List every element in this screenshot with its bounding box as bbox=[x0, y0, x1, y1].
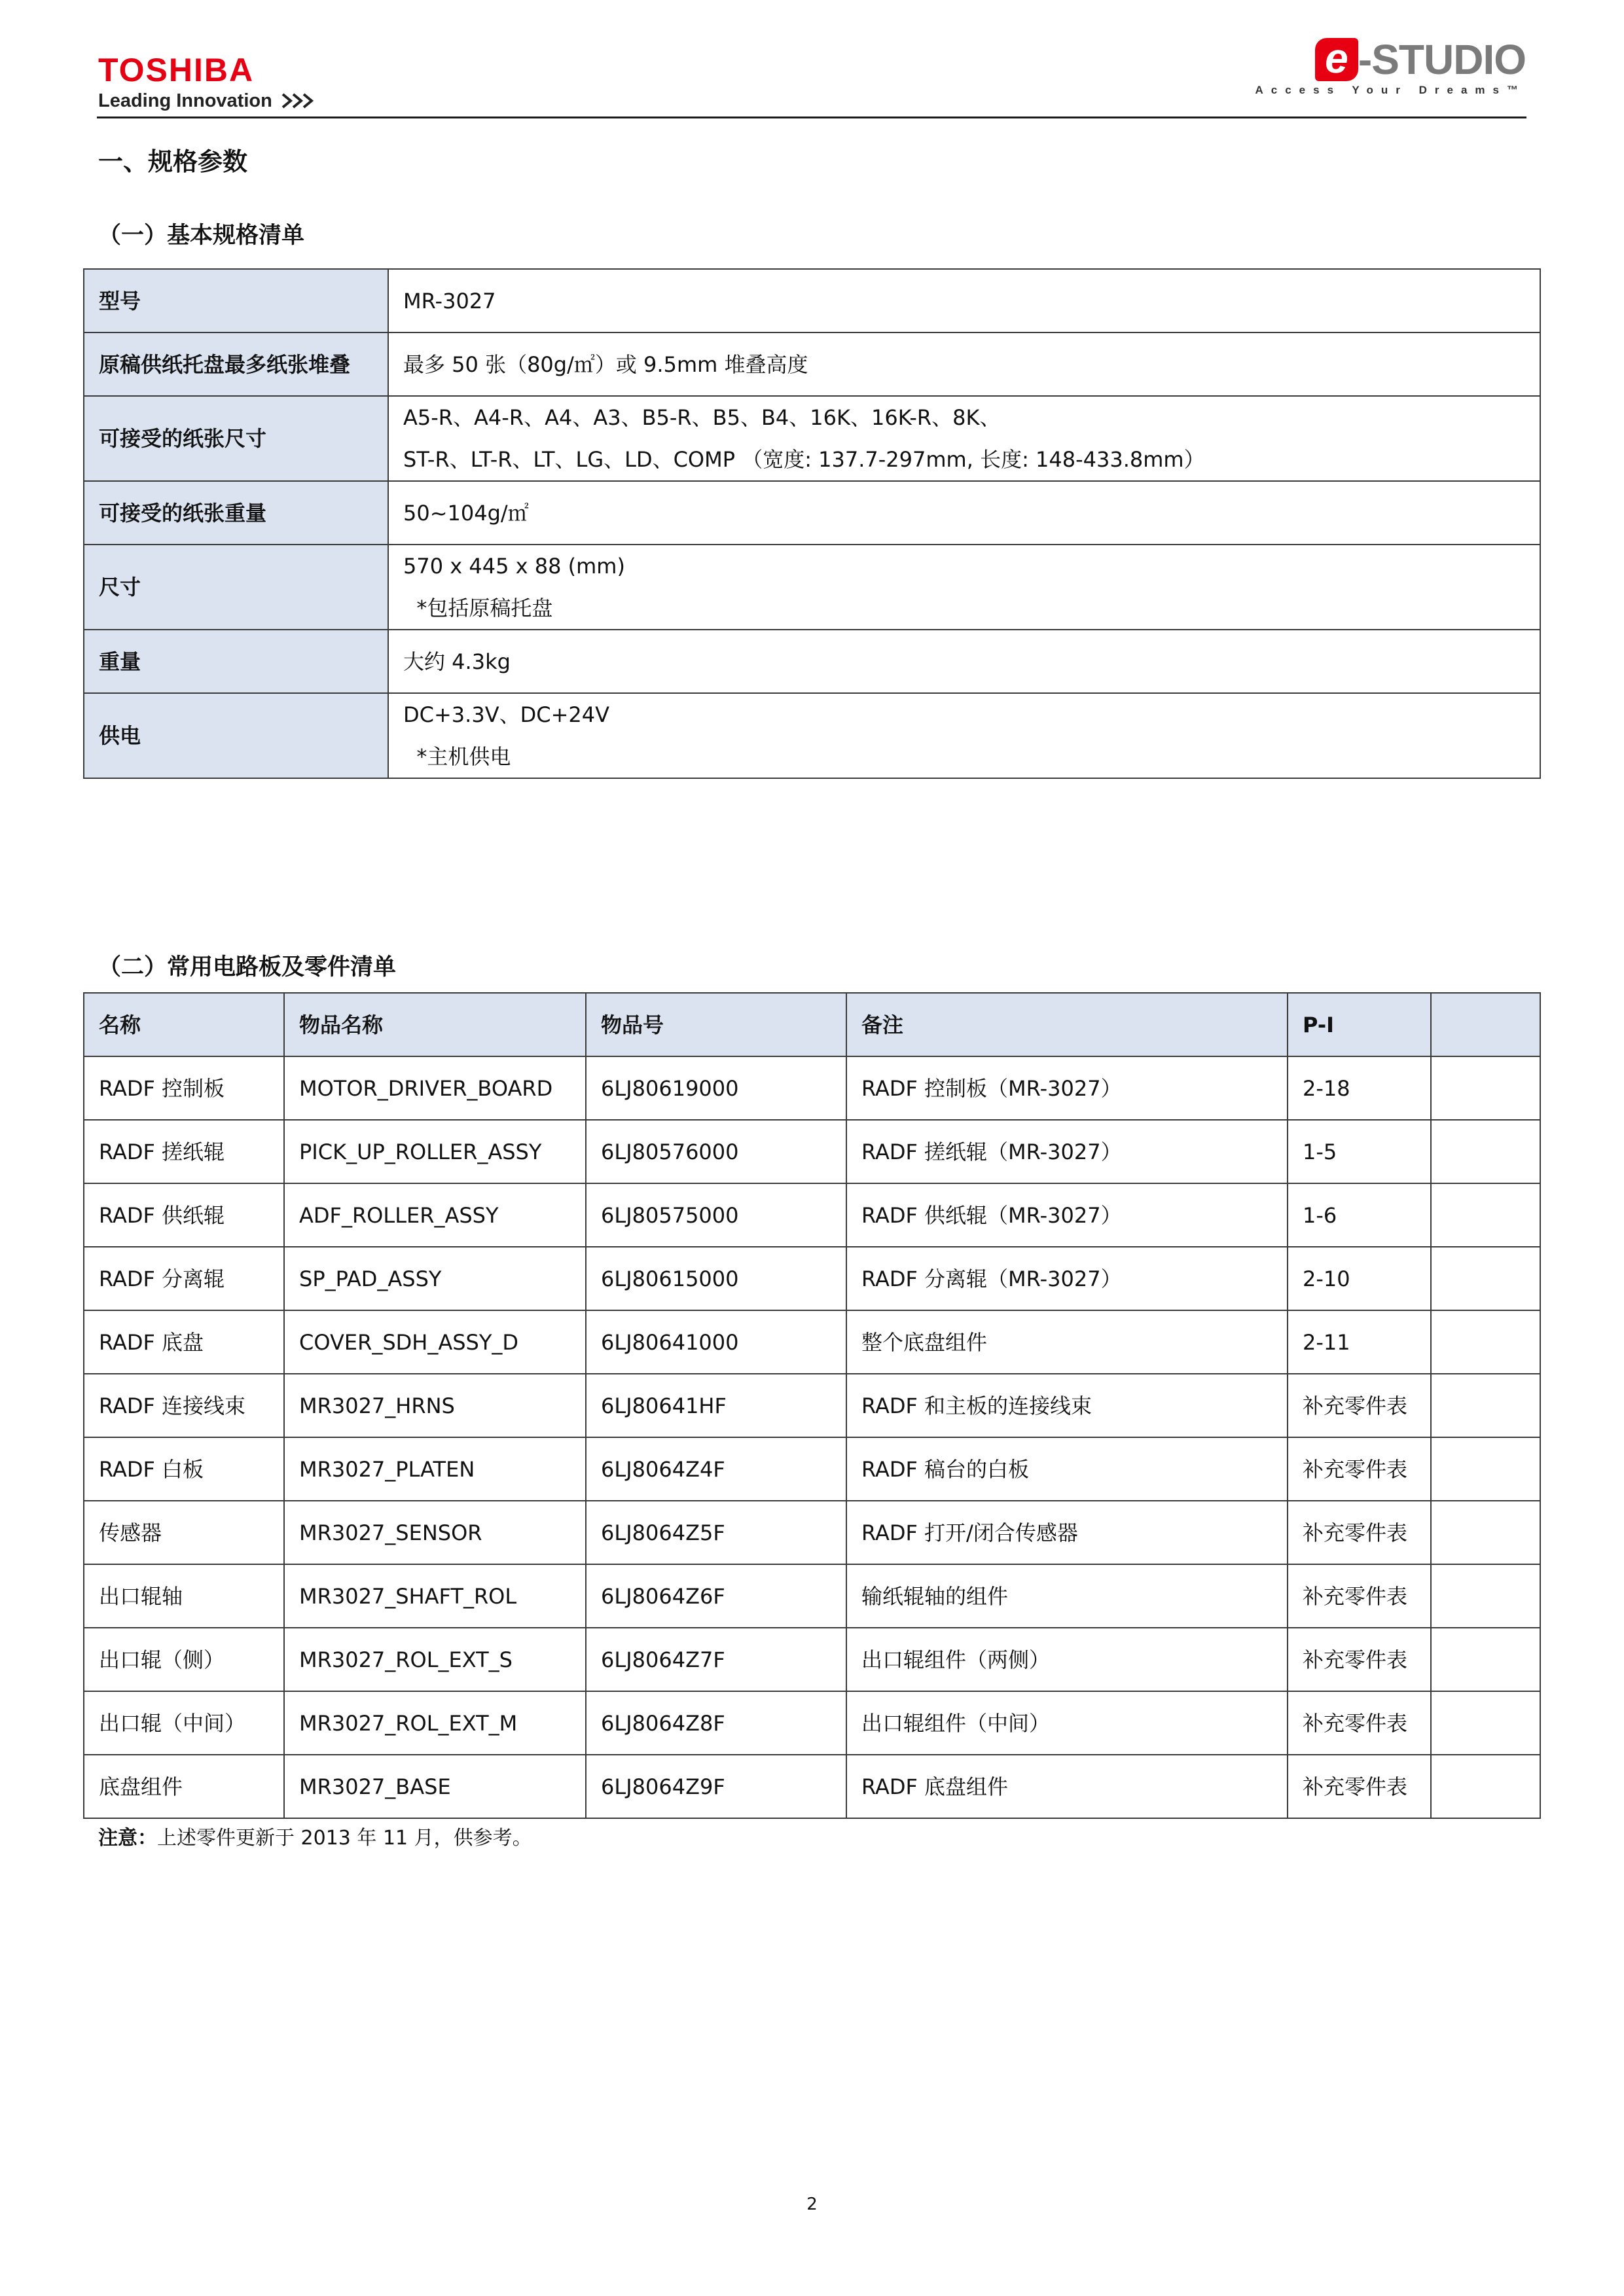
spec-label: 供电 bbox=[84, 693, 388, 778]
toshiba-wordmark: TOSHIBA bbox=[98, 52, 255, 88]
item-name-cell: COVER_SDH_ASSY_D bbox=[284, 1310, 586, 1374]
spec-table bbox=[83, 268, 1541, 779]
spec-table-title: （一）基本规格清单 bbox=[98, 223, 305, 249]
toshiba-tagline bbox=[98, 90, 316, 111]
part-number-cell: 6LJ8064Z8F bbox=[586, 1691, 846, 1755]
spec-value-line: 570 x 445 x 88 (mm) bbox=[403, 554, 625, 579]
spec-row bbox=[84, 630, 1540, 693]
item-name-cell: MR3027_PLATEN bbox=[284, 1437, 586, 1501]
part-number-cell: 6LJ80641000 bbox=[586, 1310, 846, 1374]
remark-cell: RADF 打开/闭合传感器 bbox=[846, 1501, 1288, 1564]
spec-row bbox=[84, 693, 1540, 778]
spec-value bbox=[388, 545, 1540, 630]
footnote-text: 上述零件更新于 2013 年 11 月，供参考。 bbox=[157, 1827, 532, 1850]
column-header: 备注 bbox=[846, 993, 1288, 1056]
spec-value bbox=[388, 693, 1540, 778]
spec-value bbox=[388, 332, 1540, 396]
item-name-cell: ADF_ROLLER_ASSY bbox=[284, 1183, 586, 1247]
spec-value bbox=[388, 481, 1540, 545]
remark-cell: RADF 底盘组件 bbox=[846, 1755, 1288, 1818]
extra-cell bbox=[1431, 1755, 1540, 1818]
page-index-cell: 2-11 bbox=[1288, 1310, 1431, 1374]
remark-cell: 出口辊组件（两侧） bbox=[846, 1628, 1288, 1691]
remark-cell: 出口辊组件（中间） bbox=[846, 1691, 1288, 1755]
part-number-cell: 6LJ8064Z4F bbox=[586, 1437, 846, 1501]
remark-cell: 输纸辊轴的组件 bbox=[846, 1564, 1288, 1628]
part-number-cell: 6LJ80641HF bbox=[586, 1374, 846, 1437]
table-row bbox=[84, 1120, 1540, 1183]
remark-cell: 整个底盘组件 bbox=[846, 1310, 1288, 1374]
item-name-cell: MOTOR_DRIVER_BOARD bbox=[284, 1056, 586, 1120]
part-number-cell: 6LJ8064Z7F bbox=[586, 1628, 846, 1691]
remark-cell: RADF 分离辊（MR-3027） bbox=[846, 1247, 1288, 1310]
table-row bbox=[84, 1183, 1540, 1247]
remark-cell: RADF 和主板的连接线束 bbox=[846, 1374, 1288, 1437]
page-index-cell: 补充零件表 bbox=[1288, 1564, 1431, 1628]
item-name-cell: SP_PAD_ASSY bbox=[284, 1247, 586, 1310]
page-index-cell: 补充零件表 bbox=[1288, 1501, 1431, 1564]
footnote bbox=[98, 1824, 532, 1853]
item-name-cell: MR3027_ROL_EXT_M bbox=[284, 1691, 586, 1755]
spec-value-line: 50~104g/㎡ bbox=[403, 500, 529, 526]
parts-header-row bbox=[84, 993, 1540, 1056]
page-index-cell: 补充零件表 bbox=[1288, 1691, 1431, 1755]
remark-cell: RADF 供纸辊（MR-3027） bbox=[846, 1183, 1288, 1247]
table-row bbox=[84, 1437, 1540, 1501]
spec-value bbox=[388, 630, 1540, 693]
extra-cell bbox=[1431, 1564, 1540, 1628]
spec-label: 尺寸 bbox=[84, 545, 388, 630]
item-name-cell: MR3027_BASE bbox=[284, 1755, 586, 1818]
table-row bbox=[84, 1691, 1540, 1755]
spec-label: 重量 bbox=[84, 630, 388, 693]
spec-label: 型号 bbox=[84, 269, 388, 332]
page-index-cell: 补充零件表 bbox=[1288, 1374, 1431, 1437]
part-number-cell: 6LJ80615000 bbox=[586, 1247, 846, 1310]
extra-cell bbox=[1431, 1056, 1540, 1120]
extra-cell bbox=[1431, 1374, 1540, 1437]
page-index-cell: 补充零件表 bbox=[1288, 1437, 1431, 1501]
remark-cell: RADF 稿台的白板 bbox=[846, 1437, 1288, 1501]
estudio-wordmark: -STUDIO bbox=[1358, 36, 1526, 83]
page-header bbox=[0, 0, 1624, 124]
extra-cell bbox=[1431, 1247, 1540, 1310]
part-name-cell: 出口辊轴 bbox=[84, 1564, 284, 1628]
extra-cell bbox=[1431, 1120, 1540, 1183]
spec-value-line: *主机供电 bbox=[403, 744, 511, 769]
page-index-cell: 2-10 bbox=[1288, 1247, 1431, 1310]
spec-value-line: A5-R、A4-R、A4、A3、B5-R、B5、B4、16K、16K-R、8K、 bbox=[403, 405, 1001, 430]
table-row bbox=[84, 1628, 1540, 1691]
part-number-cell: 6LJ8064Z5F bbox=[586, 1501, 846, 1564]
extra-cell bbox=[1431, 1628, 1540, 1691]
table-row bbox=[84, 1056, 1540, 1120]
part-name-cell: 出口辊（中间） bbox=[84, 1691, 284, 1755]
extra-cell bbox=[1431, 1691, 1540, 1755]
table-row bbox=[84, 1310, 1540, 1374]
extra-cell bbox=[1431, 1183, 1540, 1247]
part-number-cell: 6LJ8064Z9F bbox=[586, 1755, 846, 1818]
page-index-cell: 1-6 bbox=[1288, 1183, 1431, 1247]
part-name-cell: 传感器 bbox=[84, 1501, 284, 1564]
item-name-cell: PICK_UP_ROLLER_ASSY bbox=[284, 1120, 586, 1183]
extra-cell bbox=[1431, 1437, 1540, 1501]
spec-row bbox=[84, 481, 1540, 545]
page-index-cell: 补充零件表 bbox=[1288, 1755, 1431, 1818]
tagline-text: Leading Innovation bbox=[98, 90, 272, 111]
part-name-cell: RADF 搓纸辊 bbox=[84, 1120, 284, 1183]
spec-value bbox=[388, 269, 1540, 332]
spec-row bbox=[84, 396, 1540, 481]
spec-label: 可接受的纸张尺寸 bbox=[84, 396, 388, 481]
spec-row bbox=[84, 269, 1540, 332]
spec-value-line: DC+3.3V、DC+24V bbox=[403, 702, 609, 727]
estudio-logo bbox=[1255, 35, 1526, 97]
extra-cell bbox=[1431, 1501, 1540, 1564]
table-row bbox=[84, 1564, 1540, 1628]
part-name-cell: RADF 分离辊 bbox=[84, 1247, 284, 1310]
remark-cell: RADF 控制板（MR-3027） bbox=[846, 1056, 1288, 1120]
column-header bbox=[1431, 993, 1540, 1056]
column-header: 物品名称 bbox=[284, 993, 586, 1056]
spec-label: 原稿供纸托盘最多纸张堆叠 bbox=[84, 332, 388, 396]
remark-cell: RADF 搓纸辊（MR-3027） bbox=[846, 1120, 1288, 1183]
page-number: 2 bbox=[806, 2195, 818, 2214]
spec-value-line: 最多 50 张（80g/㎡）或 9.5mm 堆叠高度 bbox=[403, 351, 808, 377]
part-number-cell: 6LJ8064Z6F bbox=[586, 1564, 846, 1628]
table-row bbox=[84, 1374, 1540, 1437]
footnote-label: 注意： bbox=[98, 1827, 157, 1850]
column-header: P-I bbox=[1288, 993, 1431, 1056]
spec-value-line: MR-3027 bbox=[403, 288, 496, 314]
column-header: 物品号 bbox=[586, 993, 846, 1056]
page-index-cell: 补充零件表 bbox=[1288, 1628, 1431, 1691]
spec-label: 可接受的纸张重量 bbox=[84, 481, 388, 545]
table-row bbox=[84, 1755, 1540, 1818]
item-name-cell: MR3027_ROL_EXT_S bbox=[284, 1628, 586, 1691]
triple-chevron-icon bbox=[281, 93, 316, 109]
estudio-e-badge: e bbox=[1315, 38, 1358, 81]
spec-row bbox=[84, 332, 1540, 396]
estudio-tagline: Access Your Dreams™ bbox=[1255, 84, 1526, 96]
table-row bbox=[84, 1501, 1540, 1564]
spec-value-line: *包括原稿托盘 bbox=[403, 596, 553, 620]
spec-value-line: ST-R、LT-R、LT、LG、LD、COMP （宽度: 137.7-297mm, 长度: 148-433.8mm） bbox=[403, 447, 1205, 472]
extra-cell bbox=[1431, 1310, 1540, 1374]
item-name-cell: MR3027_SENSOR bbox=[284, 1501, 586, 1564]
part-number-cell: 6LJ80619000 bbox=[586, 1056, 846, 1120]
section-title: 一、规格参数 bbox=[98, 147, 248, 176]
page-index-cell: 2-18 bbox=[1288, 1056, 1431, 1120]
page-index-cell: 1-5 bbox=[1288, 1120, 1431, 1183]
item-name-cell: MR3027_HRNS bbox=[284, 1374, 586, 1437]
part-name-cell: RADF 底盘 bbox=[84, 1310, 284, 1374]
part-name-cell: 出口辊（侧） bbox=[84, 1628, 284, 1691]
item-name-cell: MR3027_SHAFT_ROL bbox=[284, 1564, 586, 1628]
column-header: 名称 bbox=[84, 993, 284, 1056]
part-number-cell: 6LJ80576000 bbox=[586, 1120, 846, 1183]
spec-value bbox=[388, 396, 1540, 481]
toshiba-logo bbox=[98, 54, 316, 111]
spec-value-line: 大约 4.3kg bbox=[403, 649, 511, 674]
part-number-cell: 6LJ80575000 bbox=[586, 1183, 846, 1247]
part-name-cell: RADF 连接线束 bbox=[84, 1374, 284, 1437]
parts-table bbox=[83, 992, 1541, 1819]
table-row bbox=[84, 1247, 1540, 1310]
part-name-cell: 底盘组件 bbox=[84, 1755, 284, 1818]
part-name-cell: RADF 供纸辊 bbox=[84, 1183, 284, 1247]
part-name-cell: RADF 控制板 bbox=[84, 1056, 284, 1120]
header-divider bbox=[97, 117, 1526, 118]
part-name-cell: RADF 白板 bbox=[84, 1437, 284, 1501]
estudio-mark bbox=[1255, 35, 1526, 83]
spec-row bbox=[84, 545, 1540, 630]
parts-table-title: （二）常用电路板及零件清单 bbox=[98, 954, 397, 980]
